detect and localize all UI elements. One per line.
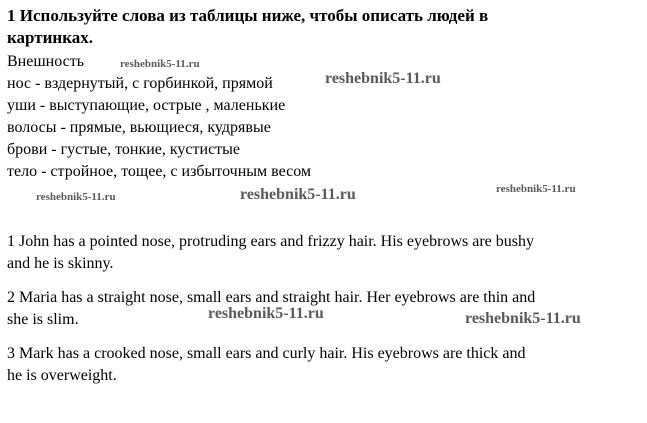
answer-2-line1: 2 Maria has a straight nose, small ears and straight hair. Her eyebrows are thin and — [7, 289, 536, 306]
watermark: reshebnik5-11.ru — [120, 58, 200, 70]
vocab-line-body: тело - стройное, тощее, с избыточным весом — [7, 163, 312, 180]
vocab-line-hair: волосы - прямые, вьющиеся, кудрявые — [7, 119, 271, 136]
watermark: reshebnik5-11.ru — [496, 183, 576, 195]
vocab-heading: Внешность — [7, 53, 85, 70]
watermark: reshebnik5-11.ru — [240, 186, 356, 203]
watermark: reshebnik5-11.ru — [325, 70, 441, 87]
vocab-line-ears: уши - выступающие, острые , маленькие — [7, 97, 286, 114]
watermark: reshebnik5-11.ru — [36, 191, 116, 203]
watermark: reshebnik5-11.ru — [208, 305, 324, 322]
answer-2-line2: she is slim. — [7, 311, 79, 328]
answer-3-line1: 3 Mark has a crooked nose, small ears and curly hair. His eyebrows are thick and — [7, 345, 526, 362]
task-title-line2: картинках. — [7, 28, 93, 47]
watermark: reshebnik5-11.ru — [465, 310, 581, 327]
vocab-line-nose: нос - вздернутый, с горбинкой, прямой — [7, 75, 273, 92]
answer-1-line2: and he is skinny. — [7, 255, 114, 272]
answer-1-line1: 1 John has a pointed nose, protruding ears and frizzy hair. His eyebrows are bushy — [7, 233, 534, 250]
vocab-line-eyebrows: брови - густые, тонкие, кустистые — [7, 141, 241, 158]
task-title-line1: 1 Используйте слова из таблицы ниже, чтобы описать людей в — [7, 6, 489, 25]
answer-3-line2: he is overweight. — [7, 367, 117, 384]
